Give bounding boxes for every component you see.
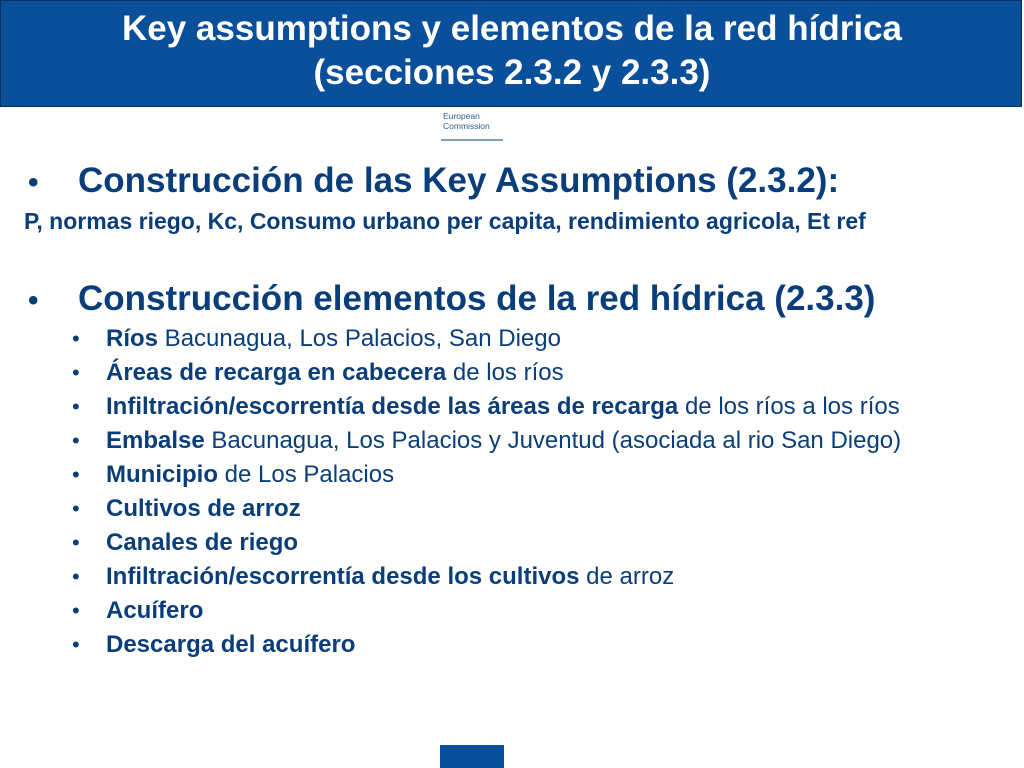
bullet-icon: • xyxy=(72,326,80,351)
list-item-bold-text: Áreas de recarga en cabecera xyxy=(106,359,447,386)
list-item-text: Bacunagua, Los Palacios y Juventud (asociada al rio San Diego) xyxy=(204,427,902,454)
list-item xyxy=(24,424,1014,458)
section-water-network-heading xyxy=(24,278,1014,322)
list-item xyxy=(24,458,1014,492)
section-key-assumptions-heading xyxy=(24,160,1014,204)
slide-title-line-2: (secciones 2.3.2 y 2.3.3) xyxy=(313,53,711,92)
bullet-icon: • xyxy=(72,394,80,419)
list-item-bold-text: Municipio xyxy=(106,461,218,488)
logo-text xyxy=(443,111,490,131)
list-item-bold-text: Infiltración/escorrentía desde los cultivos xyxy=(106,563,580,590)
bullet-icon: • xyxy=(28,166,39,199)
water-network-element-list xyxy=(24,322,1014,662)
bullet-icon: • xyxy=(28,284,39,317)
european-commission-logo xyxy=(437,110,505,144)
list-item-bold-text: Cultivos de arroz xyxy=(106,495,301,522)
list-item-text: de los ríos a los ríos xyxy=(678,393,900,420)
list-item-bold-text: Ríos xyxy=(106,325,159,352)
list-item xyxy=(24,322,1014,356)
bullet-icon: • xyxy=(72,462,80,487)
bullet-icon: • xyxy=(72,360,80,385)
list-item-bold-text: Canales de riego xyxy=(106,529,299,556)
slide-title-line-1: Key assumptions y elementos de la red hídrica xyxy=(122,9,902,48)
logo-line-1: European xyxy=(443,111,480,121)
list-item xyxy=(24,390,1014,424)
section-heading-text: Construcción de las Key Assumptions (2.3.2): xyxy=(78,161,840,200)
list-item-text: de arroz xyxy=(579,563,675,590)
list-item xyxy=(24,594,1014,628)
list-item-bold-text: Embalse xyxy=(106,427,205,454)
key-assumptions-detail: P, normas riego, Kc, Consumo urbano per capita, rendimiento agricola, Et ref xyxy=(24,208,866,234)
list-item-bold-text: Descarga del acuífero xyxy=(106,631,356,658)
list-item xyxy=(24,492,1014,526)
section-heading-text: Construcción elementos de la red hídrica (2.3.3) xyxy=(78,279,876,318)
slide-title xyxy=(1,7,1023,95)
section-spacer xyxy=(24,238,1014,278)
bullet-icon: • xyxy=(72,530,80,555)
list-item-text: de Los Palacios xyxy=(217,461,395,488)
logo-line-2: Commission xyxy=(443,121,490,131)
list-item-bold-text: Infiltración/escorrentía desde las áreas de recarga xyxy=(106,393,679,420)
bullet-icon: • xyxy=(72,598,80,623)
list-item xyxy=(24,628,1014,662)
bullet-icon: • xyxy=(72,496,80,521)
bullet-icon: • xyxy=(72,632,80,657)
bullet-icon: • xyxy=(72,428,80,453)
list-item-text: de los ríos xyxy=(446,359,564,386)
list-item xyxy=(24,560,1014,594)
list-item-bold-text: Acuífero xyxy=(106,597,204,624)
bullet-icon: • xyxy=(72,564,80,589)
list-item xyxy=(24,526,1014,560)
list-item-text: Bacunagua, Los Palacios, San Diego xyxy=(158,325,561,352)
logo-underline xyxy=(441,139,503,141)
list-item xyxy=(24,356,1014,390)
title-banner xyxy=(0,0,1022,107)
footer-tab xyxy=(440,745,504,768)
slide-body xyxy=(24,160,1014,662)
